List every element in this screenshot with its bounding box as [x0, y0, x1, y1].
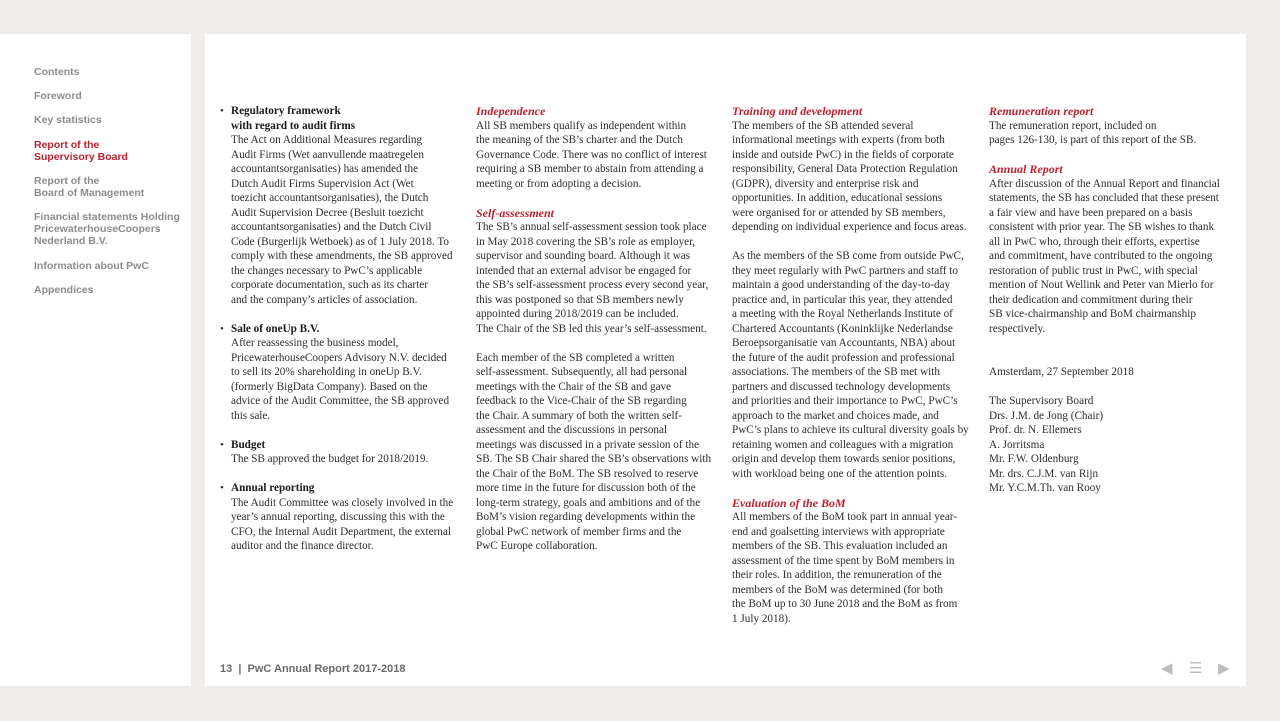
- bullet-body: [231, 452, 470, 467]
- nav-label: Information about PwC: [34, 260, 149, 272]
- nav-label: Supervisory Board: [34, 151, 128, 163]
- text-line: responsibility, General Data Protection Regulation: [732, 163, 958, 175]
- paragraph: [989, 119, 1239, 148]
- text-line: feedback to the Vice-Chair of the SB regarding: [476, 395, 687, 407]
- nav-label: Report of the: [34, 175, 100, 187]
- text-line: The Chair of the SB led this year’s self-assessment.: [476, 322, 707, 335]
- text-line: corporate documentation, such as its charter: [231, 279, 428, 291]
- bullet-body: [231, 133, 470, 307]
- text-line: CFO, the Internal Audit Department, the external: [231, 525, 451, 538]
- text-line: maintain a good understanding of the day-to-day: [732, 279, 951, 291]
- text-line: PwC’s plans to achieve its cultural diversity goals by: [732, 424, 969, 436]
- text-line: Each member of the SB completed a written: [476, 351, 675, 364]
- text-line: Mr. F.W. Oldenburg: [989, 453, 1079, 465]
- text-line: pages 126-130, is part of this report of the SB.: [989, 134, 1197, 146]
- bullet-budget: [220, 438, 470, 467]
- text-line: PricewaterhouseCoopers Advisory N.V. decided: [231, 351, 447, 364]
- text-line: A. Jorritsma: [989, 438, 1045, 451]
- text-line: SB vice-chairmanship and BoM chairmanship: [989, 308, 1196, 320]
- text-line: Audit Firms (Wet aanvullende maatregelen: [231, 148, 424, 161]
- text-line: 1 July 2018).: [732, 612, 791, 625]
- section-heading-evaluation-bom: Evaluation of the BoM: [732, 495, 846, 510]
- text-line: The Supervisory Board: [989, 395, 1094, 407]
- text-line: supervisor and sounding board. Although it was: [476, 250, 691, 262]
- text-line: more time in the future for discussion both of the: [476, 482, 696, 494]
- text-line: and priorities and their importance to PwC, PwC’s: [732, 395, 958, 407]
- text-line: Audit Supervision Decree (Besluit toezicht: [231, 206, 424, 219]
- text-line: accountantsorganisaties) has amended the: [231, 163, 419, 175]
- signatories: [989, 394, 1239, 496]
- bullet-heading: with regard to audit firms: [231, 119, 356, 132]
- bullet-heading: • Regulatory framework: [231, 105, 341, 117]
- text-line: the SB’s self-assessment process every second year,: [476, 279, 709, 291]
- text-line: the Chair. A summary of both the written self-: [476, 409, 682, 422]
- text-line: auditor and the finance director.: [231, 540, 374, 552]
- text-line: Beroepsorganisatie van Accountants, NBA) about: [732, 337, 956, 349]
- nav-label: Appendices: [34, 284, 94, 296]
- text-line: a fair view and have been prepared on a basis: [989, 206, 1193, 219]
- text-line: assessment of the time spent by BoM members in: [732, 554, 955, 567]
- text-line: meeting or from adopting a decision.: [476, 177, 642, 190]
- text-line: Governance Code. There was no conflict of interest: [476, 148, 707, 161]
- nav-label: Contents: [34, 66, 80, 78]
- text-line: a meeting with the Royal Netherlands Institute of: [732, 308, 953, 320]
- bullet-heading: • Sale of oneUp B.V.: [231, 322, 320, 335]
- nav-item-key-statistics[interactable]: [34, 114, 184, 126]
- text-line: informational meetings with experts (from both: [732, 134, 945, 146]
- text-line: Drs. J.M. de Jong (Chair): [989, 409, 1104, 422]
- nav-label: Board of Management: [34, 187, 145, 199]
- text-line: their roles. In addition, the remuneration of the: [732, 569, 942, 581]
- bullet-annual-reporting: [220, 481, 470, 554]
- text-line: The SB’s annual self-assessment session took place: [476, 221, 707, 233]
- text-line: self-assessment. Subsequently, all had personal: [476, 366, 688, 378]
- text-line: PwC Europe collaboration.: [476, 540, 598, 552]
- text-line: meetings with the Chair of the SB and gave: [476, 380, 672, 393]
- text-line: The Act on Additional Measures regarding: [231, 134, 423, 146]
- report-page: [205, 34, 1246, 686]
- text-line: the future of the audit profession and professional: [732, 351, 955, 364]
- nav-item-appendices[interactable]: [34, 284, 184, 296]
- text-line: in May 2018 covering the SB’s role as employer,: [476, 235, 696, 248]
- nav-label: Financial statements Holding: [34, 211, 180, 223]
- text-line: their dedication and commitment during their: [989, 293, 1193, 306]
- text-line: SB. The SB Chair shared the SB’s observations with: [476, 453, 712, 465]
- text-line: advice of the Audit Committee, the SB approved: [231, 395, 450, 407]
- menu-icon[interactable]: ☰: [1189, 659, 1203, 677]
- text-line: meetings was discussed in a private session of the: [476, 438, 700, 451]
- column-2: [476, 104, 721, 554]
- bullet-body: [231, 496, 470, 554]
- text-line: The remuneration report, included on: [989, 119, 1157, 132]
- text-line: Chartered Accountants (Koninklijke Nederlandse: [732, 322, 953, 335]
- text-line: the BoM up to 30 June 2018 and the BoM as from: [732, 598, 958, 610]
- text-line: Prof. dr. N. Ellemers: [989, 424, 1082, 436]
- bullet-body: [231, 336, 470, 423]
- text-line: toezicht accountantsorganisaties), the Dutch: [231, 192, 429, 204]
- text-line: year’s annual reporting, discussing this with the: [231, 511, 445, 523]
- text-line: the meaning of the SB’s charter and the Dutch: [476, 134, 683, 146]
- bullet-regulatory-framework: [220, 104, 470, 307]
- text-line: The members of the SB attended several: [732, 119, 914, 132]
- paragraph: [732, 510, 980, 626]
- text-line: they meet regularly with PwC partners and staff to: [732, 264, 958, 277]
- text-line: Dutch Audit Firms Supervision Act (Wet: [231, 177, 414, 190]
- column-1: [220, 104, 470, 554]
- paragraph: [476, 220, 721, 336]
- nav-label: Foreword: [34, 90, 82, 102]
- section-heading-remuneration: Remuneration report: [989, 104, 1094, 118]
- nav-label: Report of the: [34, 139, 100, 151]
- text-line: respectively.: [989, 322, 1046, 335]
- text-line: restoration of public trust in PwC, with special: [989, 264, 1198, 277]
- text-line: requiring a SB member to abstain from attending a: [476, 163, 704, 175]
- text-line: The SB approved the budget for 2018/2019.: [231, 453, 429, 465]
- text-line: all in PwC who, through their efforts, expertise: [989, 235, 1200, 248]
- text-line: (GDPR), diversity and enterprise risk and: [732, 177, 919, 190]
- nav-label: PricewaterhouseCoopers: [34, 223, 161, 235]
- section-heading-independence: Independence: [476, 104, 546, 118]
- bullet-heading: • Budget: [231, 438, 266, 451]
- paragraph: [476, 119, 721, 192]
- text-line: and commitment, have contributed to the ongoing: [989, 250, 1213, 262]
- text-line: depending on individual experience and focus areas.: [732, 221, 967, 233]
- text-line: associations. The members of the SB met with: [732, 366, 940, 378]
- text-line: The Audit Committee was closely involved in the: [231, 496, 454, 509]
- text-line: long-term strategy, goals and ambitions and of the: [476, 496, 701, 509]
- page-footer: 13 | PwC Annual Report 2017-2018: [220, 663, 406, 675]
- text-line: comply with these amendments, the SB approved: [231, 250, 453, 262]
- bullet-sale-oneup: [220, 322, 470, 424]
- text-line: BoM’s vision regarding developments within the: [476, 511, 696, 523]
- nav-item-report-board-management[interactable]: [34, 175, 184, 199]
- text-line: with workload being one of the attention points.: [732, 467, 948, 480]
- next-page-icon[interactable]: ▶: [1218, 659, 1230, 677]
- column-4: [989, 104, 1239, 496]
- nav-item-financial-statements[interactable]: [34, 211, 184, 247]
- text-line: the changes necessary to PwC’s applicable: [231, 264, 423, 277]
- sidebar-nav: [0, 34, 191, 686]
- section-heading-training: Training and development: [732, 104, 863, 118]
- text-line: intended that an external advisor be engaged for: [476, 264, 692, 277]
- nav-item-information-about-pwc[interactable]: [34, 260, 184, 272]
- text-line: All members of the BoM took part in annual year-: [732, 511, 958, 523]
- text-line: appointed during 2018/2019 can be included.: [476, 308, 679, 320]
- text-line: practice and, in particular this year, they attended: [732, 293, 953, 306]
- text-line: accountantsorganisaties) and the Dutch Civil: [231, 221, 432, 233]
- text-line: to sell its 20% shareholding in oneUp B.V.: [231, 366, 422, 378]
- paragraph: [732, 249, 980, 481]
- nav-item-contents[interactable]: [34, 66, 184, 78]
- text-line: members of the SB. This evaluation included an: [732, 540, 948, 552]
- text-line: members of the BoM was determined (for both: [732, 583, 943, 596]
- section-heading-self-assessment: Self-assessment: [476, 205, 554, 220]
- place-date: Amsterdam, 27 September 2018: [989, 366, 1134, 378]
- nav-label: Key statistics: [34, 114, 102, 126]
- text-line: statements, the SB has concluded that these present: [989, 192, 1219, 204]
- text-line: assessment and the discussions in personal: [476, 424, 668, 436]
- nav-label: Nederland B.V.: [34, 235, 108, 247]
- text-line: Mr. Y.C.M.Th. van Rooy: [989, 482, 1101, 494]
- text-line: mention of Nout Wellink and Peter van Mierlo for: [989, 279, 1214, 291]
- text-line: After discussion of the Annual Report and financial: [989, 177, 1220, 190]
- previous-page-icon[interactable]: ◀: [1161, 659, 1173, 677]
- text-line: end and goalsetting interviews with appropriate: [732, 525, 945, 538]
- text-line: As the members of the SB come from outside PwC,: [732, 250, 964, 262]
- text-line: Mr. drs. C.J.M. van Rijn: [989, 467, 1099, 480]
- text-line: origin and develop them towards senior positions,: [732, 453, 956, 465]
- column-3: [732, 104, 980, 626]
- text-line: and the company’s articles of association.: [231, 293, 418, 306]
- paragraph: [989, 177, 1239, 337]
- text-line: partners and discussed technology developments: [732, 380, 951, 393]
- text-line: inside and outside PwC) in the fields of corporate: [732, 148, 954, 161]
- text-line: retaining women and colleagues with a migration: [732, 438, 954, 451]
- text-line: the Chair of the BoM. The SB resolved to reserve: [476, 467, 699, 480]
- nav-item-foreword[interactable]: [34, 90, 184, 102]
- text-line: this sale.: [231, 409, 271, 422]
- text-line: this was postponed so that SB members newly: [476, 293, 684, 306]
- paragraph: [476, 351, 721, 554]
- nav-item-report-supervisory-board[interactable]: [34, 139, 184, 163]
- section-heading-annual-report: Annual Report: [989, 162, 1063, 176]
- text-line: consistent with prior year. The SB wishes to thank: [989, 221, 1215, 233]
- text-line: opportunities. In addition, educational sessions: [732, 192, 943, 204]
- text-line: After reassessing the business model,: [231, 337, 399, 349]
- text-line: Code (Burgerlijk Wetboek) as of 1 July 2018. To: [231, 235, 450, 248]
- bullet-heading: • Annual reporting: [231, 482, 315, 494]
- text-line: All SB members qualify as independent within: [476, 119, 687, 132]
- text-line: approach to the market and choices made, and: [732, 409, 939, 422]
- text-line: global PwC network of member firms and the: [476, 525, 682, 538]
- text-line: (formerly BigData Company). Based on the: [231, 380, 428, 393]
- text-line: were organised for or attended by SB members,: [732, 206, 946, 219]
- paragraph: [732, 119, 980, 235]
